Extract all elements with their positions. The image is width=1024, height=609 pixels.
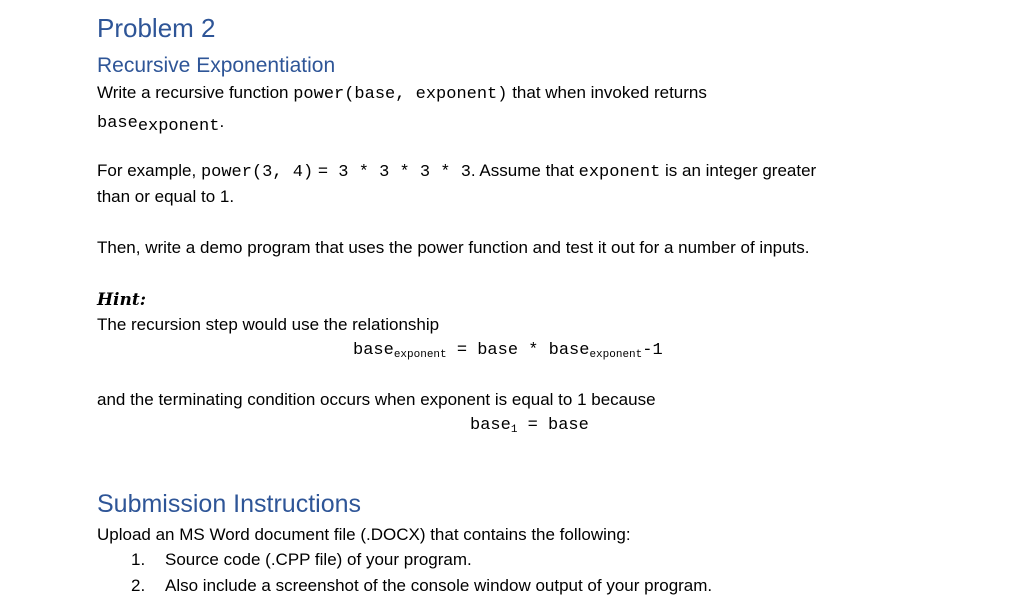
recursion-formula — [353, 338, 663, 363]
submission-title: Submission Instructions — [97, 490, 362, 518]
formula-mid: = base * base — [446, 341, 590, 360]
list-item-number: 2. — [131, 576, 146, 595]
intro-code: power(base, exponent) — [293, 85, 508, 104]
example-code-exponent: exponent — [578, 163, 661, 182]
page-title: Problem 2 — [97, 13, 216, 43]
formula-end: -1 — [642, 341, 663, 360]
intro-formula — [97, 111, 224, 135]
intro-period: . — [219, 112, 225, 131]
formula-base: base — [353, 341, 394, 360]
example-post: is an integer greater — [665, 161, 817, 180]
intro-exponent: exponent — [137, 117, 220, 136]
formula-exponent: exponent — [393, 349, 447, 361]
base-case-subscript: 1 — [510, 424, 518, 436]
submission-text: Upload an MS Word document file (.DOCX) that contains the following: — [97, 525, 631, 544]
intro-post: that when invoked returns — [512, 83, 707, 102]
base-case-rest: = base — [517, 416, 589, 435]
intro-pre: Write a recursive function — [97, 83, 289, 102]
list-item-text: Also include a screenshot of the console window output of your program. — [165, 576, 713, 595]
demo-instruction: Then, write a demo program that uses the power function and test it out for a number of inputs. — [97, 238, 810, 257]
example-code-call: power(3, 4) — [200, 163, 314, 182]
hint-label: Hint: — [97, 290, 147, 310]
list-item-number: 1. — [131, 550, 146, 569]
intro-base: base — [97, 114, 138, 133]
section-subtitle: Recursive Exponentiation — [97, 54, 336, 77]
example-code-expansion: = 3 * 3 * 3 * 3 — [317, 163, 471, 182]
base-case-formula — [470, 413, 589, 438]
example-pre: For example, — [97, 161, 197, 180]
list-item-text: Source code (.CPP file) of your program. — [165, 550, 472, 569]
list-item — [131, 549, 472, 571]
hint-text: The recursion step would use the relationship — [97, 315, 440, 334]
example-line — [97, 160, 816, 184]
example-line-2: than or equal to 1. — [97, 187, 235, 206]
list-item — [131, 575, 712, 597]
intro-line — [97, 82, 707, 106]
terminating-text: and the terminating condition occurs when exponent is equal to 1 because — [97, 390, 656, 409]
example-mid: . Assume that — [470, 161, 574, 180]
formula-exponent-2: exponent — [589, 349, 643, 361]
base-case-base: base — [470, 416, 511, 435]
